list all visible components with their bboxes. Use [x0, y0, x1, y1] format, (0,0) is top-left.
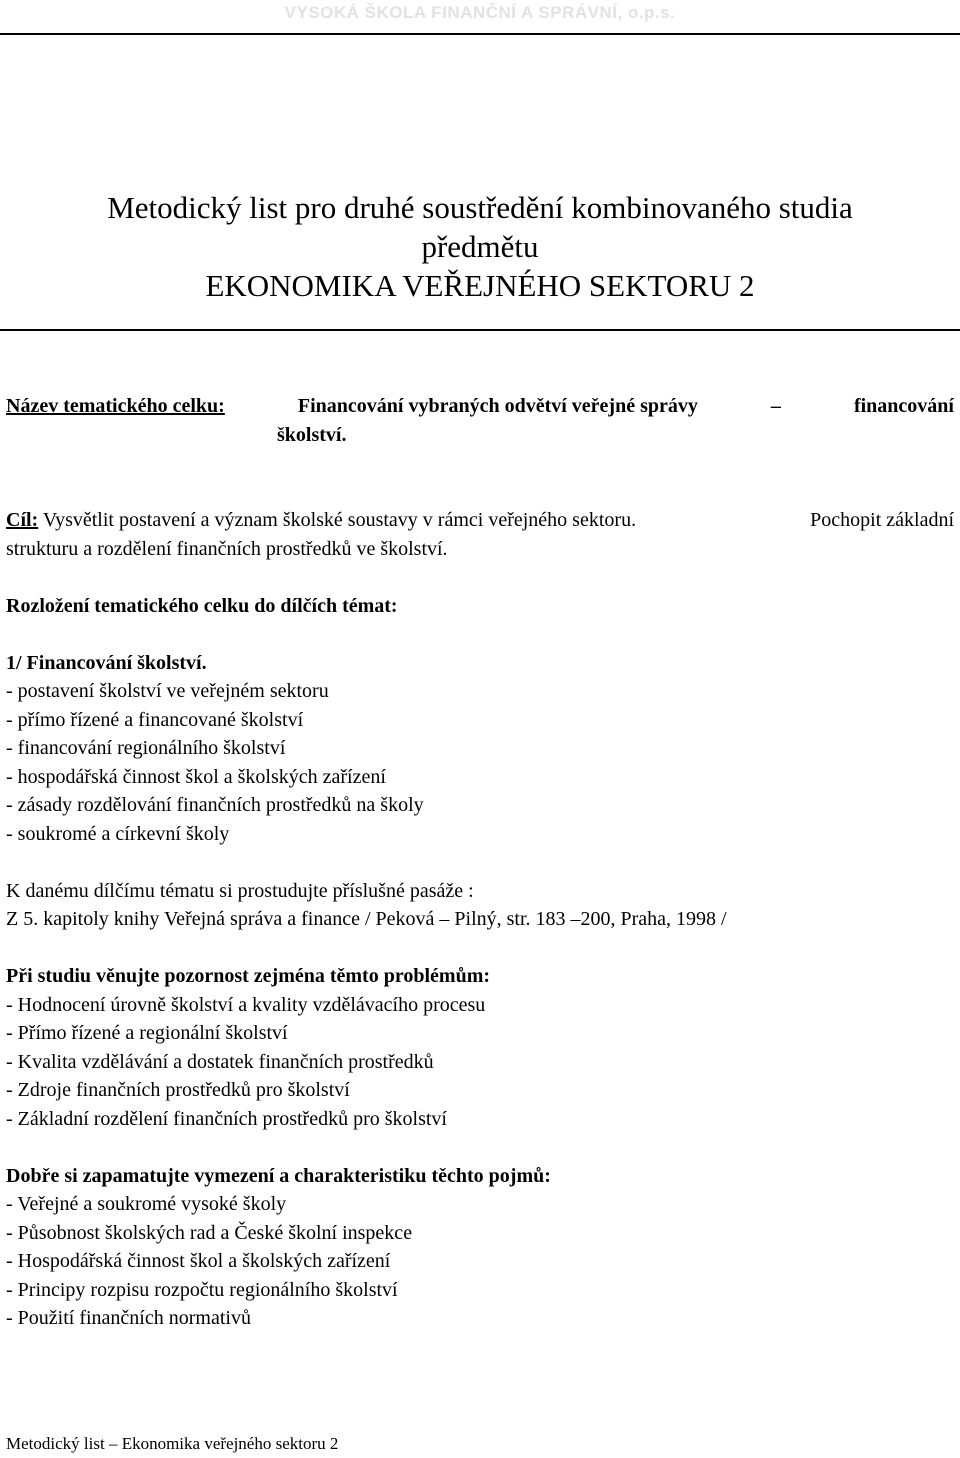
goal-line2: strukturu a rozdělení finančních prostředků ve školství.	[6, 537, 448, 560]
remember-item: - Hospodářská činnost škol a školských zařízení	[6, 1250, 391, 1272]
remember-heading: Dobře si zapamatujte vymezení a charakteristiku těchto pojmů:	[6, 1164, 551, 1187]
attention-item: - Kvalita vzdělávání a dostatek finančních prostředků	[6, 1050, 434, 1073]
goal-section	[6, 506, 954, 1333]
attention-item: - Hodnocení úrovně školství a kvality vzdělávacího procesu	[6, 993, 486, 1016]
study-line-1: K danému dílčímu tématu si prostudujte příslušné pasáže :	[6, 879, 474, 902]
page-footer: Metodický list – Ekonomika veřejného sektoru 2	[6, 1434, 339, 1453]
breakdown-item: - zásady rozdělování finančních prostředků na školy	[6, 794, 424, 816]
breakdown-heading: Rozložení tematického celku do dílčích témat:	[6, 594, 398, 617]
remember-item: - Veřejné a soukromé vysoké školy	[6, 1193, 287, 1215]
topic-label: Název tematického celku:	[6, 395, 225, 417]
attention-item: - Přímo řízené a regionální školství	[6, 1022, 288, 1044]
title-line-1: Metodický list pro druhé soustředění kombinovaného studia	[107, 190, 853, 225]
subtopic-title: 1/ Financování školství.	[6, 651, 207, 674]
breakdown-item: - postavení školství ve veřejném sektoru	[6, 680, 329, 702]
goal-label: Cíl:	[6, 509, 39, 531]
attention-item: - Zdroje finančních prostředků pro školství	[6, 1079, 350, 1101]
topic-dash: –	[770, 395, 781, 417]
breakdown-item: - hospodářská činnost škol a školských zařízení	[6, 765, 386, 788]
attention-item: - Základní rozdělení finančních prostředků pro školství	[6, 1107, 447, 1130]
topic-text-a: Financování vybraných odvětví veřejné správy	[297, 395, 698, 417]
study-reference: Z 5. kapitoly knihy Veřejná správa a finance / Peková – Pilný, str. 183 –200, Praha, 1998 /	[6, 908, 727, 930]
goal-line1-a: Vysvětlit postavení a význam školské soustavy v rámci veřejného sektoru.	[42, 509, 637, 531]
title-line-3: EKONOMIKA VEŘEJNÉHO SEKTORU 2	[205, 268, 755, 303]
remember-item: - Působnost školských rad a České školní inspekce	[6, 1221, 413, 1244]
document-title	[0, 188, 960, 305]
breakdown-item: - financování regionálního školství	[6, 737, 286, 759]
header-school-name: VYSOKÁ ŠKOLA FINANČNÍ A SPRÁVNÍ, o.p.s.	[284, 3, 676, 22]
breakdown-item: - soukromé a církevní školy	[6, 822, 230, 845]
header-rule	[0, 33, 960, 35]
topic-text-c: školství.	[277, 424, 347, 446]
remember-item: - Použití finančních normativů	[6, 1307, 251, 1329]
topic-section	[6, 392, 954, 421]
remember-item: - Principy rozpisu rozpočtu regionálního školství	[6, 1278, 398, 1301]
attention-heading: Při studiu věnujte pozornost zejména těmto problémům:	[6, 965, 491, 987]
goal-line1-b: Pochopit základní	[810, 509, 954, 531]
breakdown-item: - přímo řízené a financované školství	[6, 708, 304, 731]
topic-text-b: financování	[853, 395, 954, 417]
title-rule	[0, 329, 960, 331]
title-line-2: předmětu	[421, 229, 539, 264]
